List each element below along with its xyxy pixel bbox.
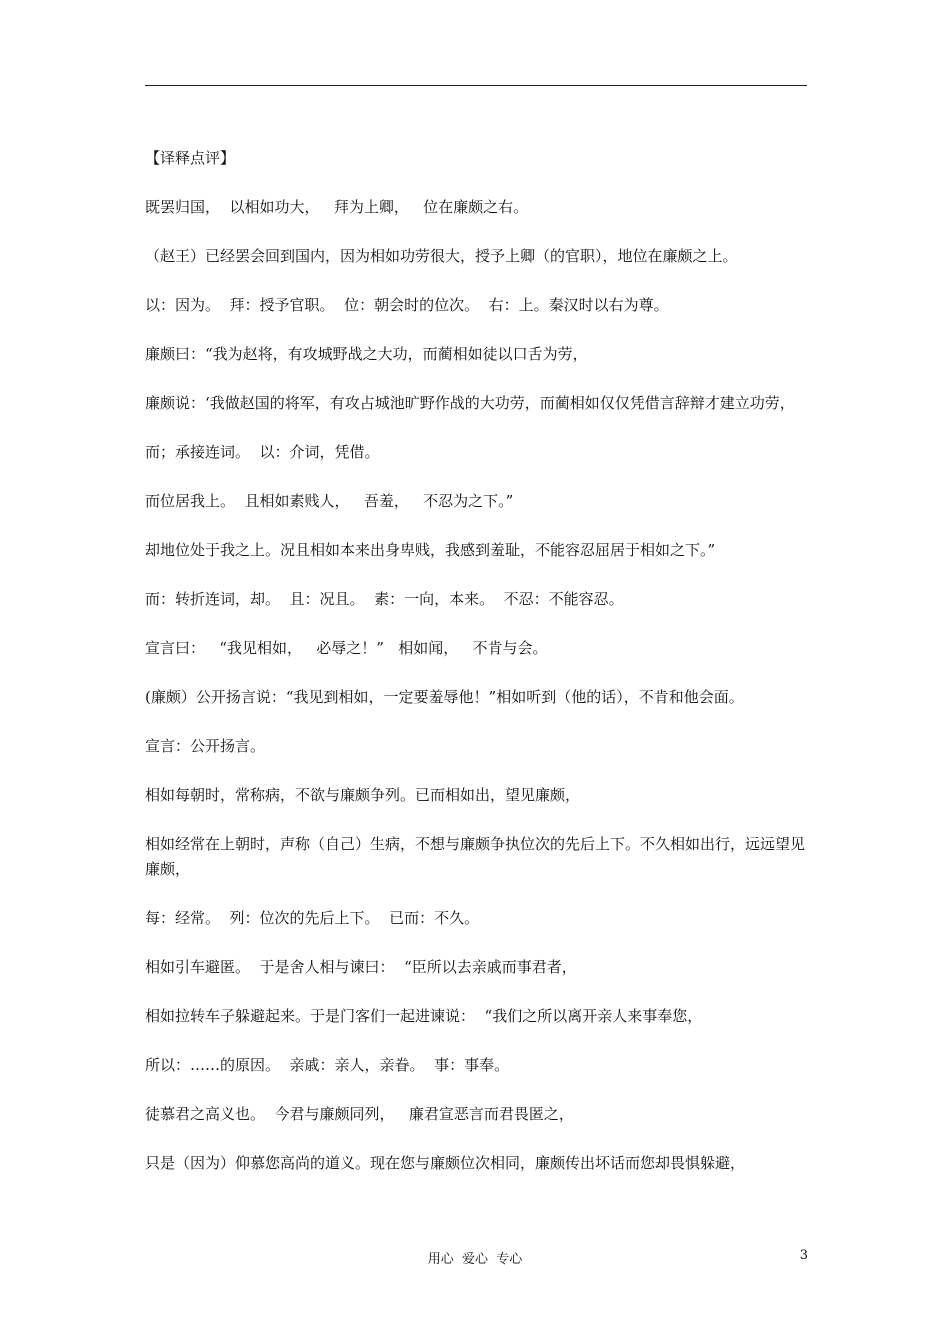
header-rule bbox=[145, 85, 807, 86]
original-text-line: 徒慕君之高义也。 今君与廉颇同列， 廉君宣恶言而君畏匿之， bbox=[145, 1105, 574, 1123]
translation-line: 相如经常在上朝时，声称（自己）生病，不想与廉颇争执位次的先后上下。不久相如出行，远远望见廉颇， bbox=[145, 835, 806, 878]
original-text-line: 宣言曰： “我见相如， 必辱之！” 相如闻， 不肯与会。 bbox=[145, 639, 548, 657]
document-body bbox=[145, 146, 810, 1200]
annotation-line: 而：转折连词，却。 且：况且。 素：一向，本来。 不忍：不能容忍。 bbox=[145, 590, 624, 608]
translation-line: （赵王）已经罢会回到国内，因为相如功劳很大，授予上卿（的官职），地位在廉颇之上。 bbox=[145, 247, 738, 265]
annotation-line: 宣言：公开扬言。 bbox=[145, 737, 266, 755]
original-text-line: 廉颇曰：“我为赵将，有攻城野战之大功，而蔺相如徒以口舌为劳， bbox=[145, 345, 588, 363]
annotation-line: 每：经常。 列：位次的先后上下。 已而：不久。 bbox=[145, 909, 480, 927]
annotation-line: 所以：……的原因。 亲戚：亲人，亲眷。 事：事奉。 bbox=[145, 1056, 510, 1074]
original-text-line: 既罢归国， 以相如功大， 拜为上卿， 位在廉颇之右。 bbox=[145, 198, 529, 216]
translation-line: 只是（因为）仰慕您高尚的道义。现在您与廉颇位次相同，廉颇传出坏话而您却畏惧躲避， bbox=[145, 1154, 746, 1172]
original-text-line: 相如每朝时，常称病，不欲与廉颇争列。已而相如出，望见廉颇， bbox=[145, 786, 581, 804]
original-text-line: 相如引车避匿。 于是舍人相与谏曰： “臣所以去亲戚而事君者， bbox=[145, 958, 577, 976]
translation-line: 廉颇说：‘我做赵国的将军，有攻占城池旷野作战的大功劳，而蔺相如仅仅凭借言辞辩才建立功劳， bbox=[145, 394, 795, 412]
annotation-line: 以：因为。 拜：授予官职。 位：朝会时的位次。 右：上。秦汉时以右为尊。 bbox=[145, 296, 669, 314]
annotation-line: 而；承接连词。 以：介词，凭借。 bbox=[145, 443, 380, 461]
translation-line: 相如拉转车子躲避起来。于是门客们一起进谏说： “我们之所以离开亲人来事奉您， bbox=[145, 1007, 703, 1025]
original-text-line: 而位居我上。 且相如素贱人， 吾羞， 不忍为之下。” bbox=[145, 492, 514, 510]
translation-line: 却地位处于我之上。况且相如本来出身卑贱，我感到羞耻，不能容忍屈居于相如之下。” bbox=[145, 541, 716, 559]
translation-line: (廉颇）公开扬言说：“我见到相如，一定要羞辱他！”相如听到（他的话），不肯和他会面。 bbox=[145, 688, 744, 706]
page-number: 3 bbox=[799, 1248, 808, 1263]
footer-motto: 用心 爱心 专心 bbox=[427, 1252, 523, 1267]
section-heading: 【译释点评】 bbox=[145, 149, 236, 167]
